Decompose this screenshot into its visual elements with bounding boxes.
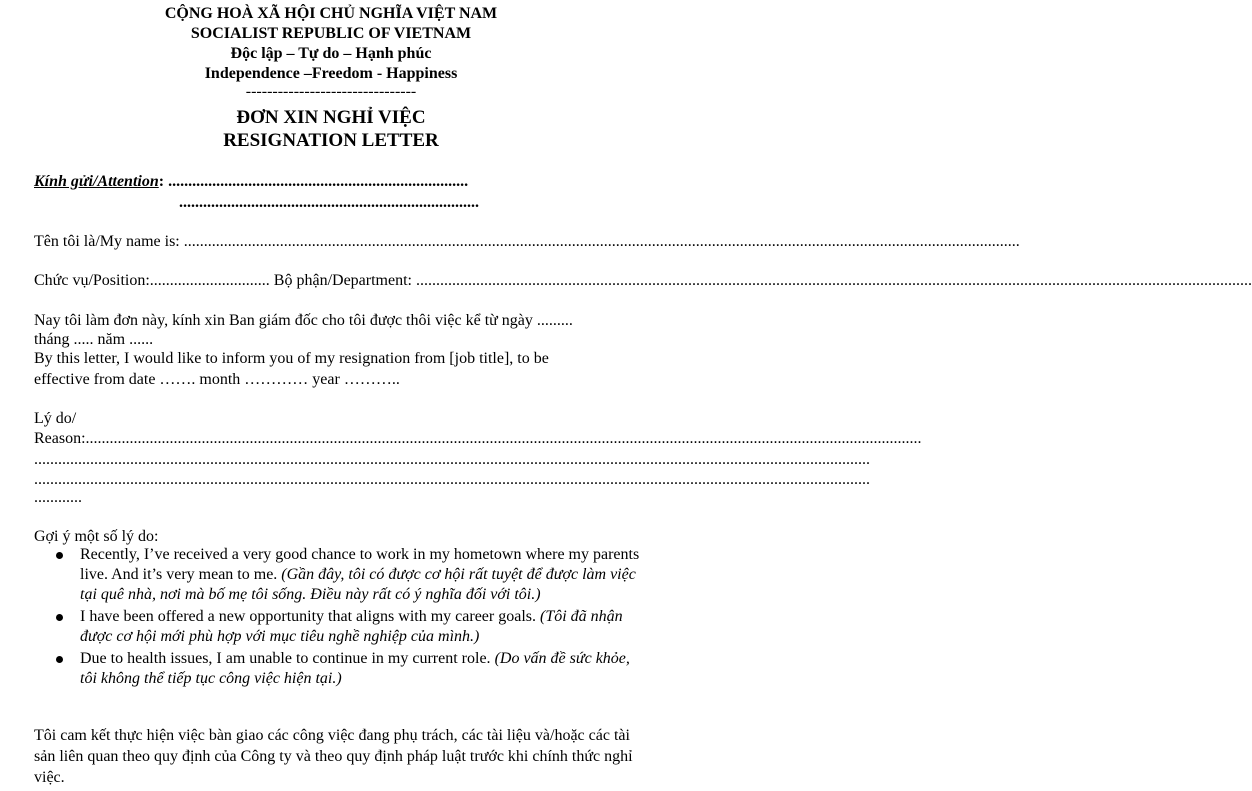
list-item xyxy=(34,607,644,647)
commitment-paragraph: Tôi cam kết thực hiện việc bàn giao các công việc đang phụ trách, các tài liệu và/hoặc các tài sản liên quan theo quy định của Công ty và theo quy định pháp luật trước khi chính thức nghỉ việc. xyxy=(34,727,633,786)
department-label: Bộ phận/Department: xyxy=(273,272,412,289)
reason-dots-3[interactable]: ................................................................................................................................................................................................................. xyxy=(34,471,870,488)
motto-vi: Độc lập – Tự do – Hạnh phúc xyxy=(230,45,432,62)
suggestion-en: Recently, I’ve received a very good chance to work in my hometown where my parents live. And it’s very mean to me. xyxy=(80,546,640,583)
header-separator: -------------------------------- xyxy=(245,83,417,100)
position-row xyxy=(34,272,1252,290)
suggestion-vi: (Tôi đã nhận được cơ hội mới phù hợp với mục tiêu nghề nghiệp của mình.) xyxy=(80,608,623,645)
attention-dots-2[interactable]: ........................................................................... xyxy=(179,194,479,211)
document-title-vi: ĐƠN XIN NGHỈ VIỆC xyxy=(236,107,426,128)
reason-label-vi: Lý do/ xyxy=(34,410,77,427)
attention-dots-1[interactable]: ........................................................................... xyxy=(168,173,469,190)
document-title-en: RESIGNATION LETTER xyxy=(223,130,439,151)
national-title-en: SOCIALIST REPUBLIC OF VIETNAM xyxy=(190,25,472,42)
bullet-icon xyxy=(56,656,63,663)
bullet-icon xyxy=(56,552,63,559)
suggestion-vi: (Gần đây, tôi có được cơ hội rất tuyệt để được làm việc tại quê nhà, nơi mà bố mẹ tôi sống. Điều này rất có ý nghĩa đối với tôi.) xyxy=(80,566,636,603)
reason-label-en: Reason: xyxy=(34,430,86,447)
suggestions-list xyxy=(34,545,644,691)
national-title-vi: CỘNG HOÀ XÃ HỘI CHỦ NGHĨA VIỆT NAM xyxy=(164,5,498,22)
motto-en: Independence –Freedom - Happiness xyxy=(204,65,458,82)
suggestion-en: Due to health issues, I am unable to continue in my current role. xyxy=(80,650,495,667)
attention-colon: : xyxy=(158,173,165,190)
reason-row-1 xyxy=(34,430,922,448)
request-vi-line-1: Nay tôi làm đơn này, kính xin Ban giám đốc cho tôi được thôi việc kể từ ngày ......... xyxy=(34,312,573,329)
suggestion-en: I have been offered a new opportunity that aligns with my career goals. xyxy=(80,608,540,625)
request-vi-line-2: tháng ..... năm ...... xyxy=(34,331,154,348)
attention-line xyxy=(34,173,468,191)
list-item xyxy=(34,649,644,689)
name-row xyxy=(34,233,1020,251)
department-dots[interactable]: ................................................................................................................................................................................................................. xyxy=(415,272,1252,289)
suggestions-heading: Gợi ý một số lý do: xyxy=(34,528,159,545)
position-label: Chức vụ/Position: xyxy=(34,272,150,289)
request-en-line-2: effective from date ……. month ………… year ……….. xyxy=(34,371,400,388)
reason-dots-1[interactable]: ................................................................................................................................................................................................................. xyxy=(85,430,922,447)
list-item xyxy=(34,545,644,605)
attention-label: Kính gửi/Attention xyxy=(34,173,159,190)
reason-dots-2[interactable]: ................................................................................................................................................................................................................. xyxy=(34,451,870,468)
request-en-line-1: By this letter, I would like to inform you of my resignation from [job title], to be xyxy=(34,350,549,367)
position-dots[interactable]: .............................. xyxy=(149,272,270,289)
reason-dots-end[interactable]: ............ xyxy=(34,489,82,506)
name-label: Tên tôi là/My name is: xyxy=(34,233,180,250)
suggestion-vi: (Do vấn đề sức khỏe, tôi không thể tiếp tục công việc hiện tại.) xyxy=(80,650,630,687)
bullet-icon xyxy=(56,614,63,621)
name-dots[interactable]: ................................................................................................................................................................................................................. xyxy=(183,233,1020,250)
